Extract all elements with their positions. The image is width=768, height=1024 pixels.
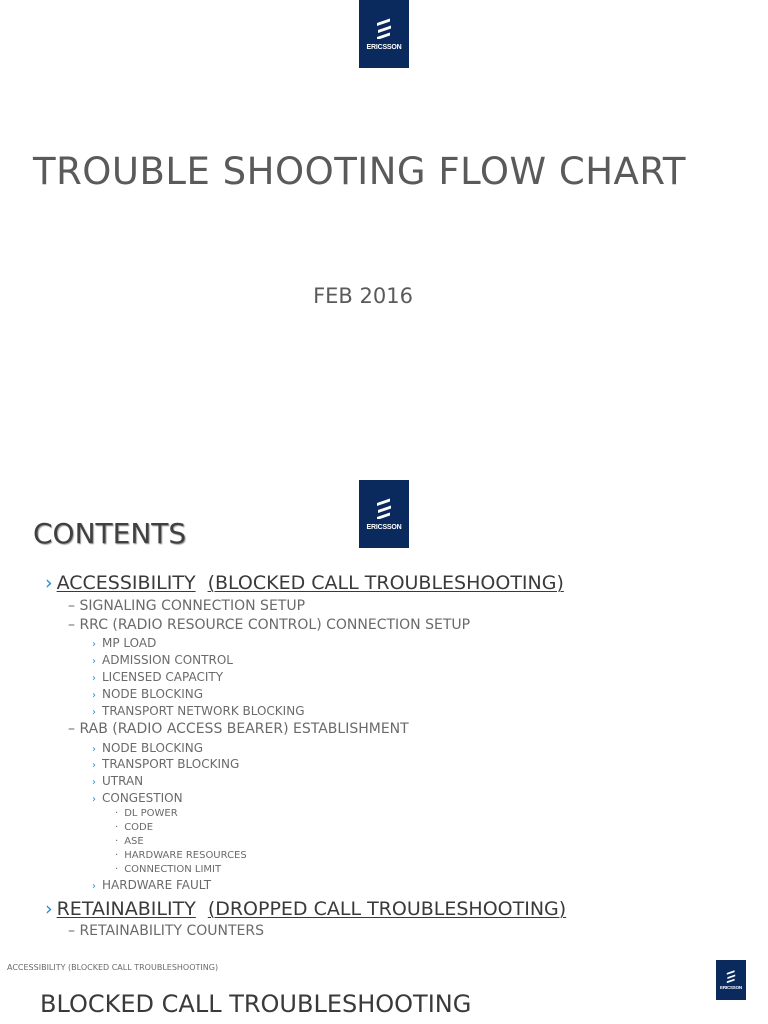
dot-icon: · <box>115 836 119 847</box>
list-item-label: DL POWER <box>124 808 178 819</box>
list-item-label: HARDWARE FAULT <box>102 878 212 892</box>
chevron-right-icon: › <box>92 656 96 667</box>
chevron-right-icon: › <box>45 572 53 594</box>
toc-subitem-label: RRC (RADIO RESOURCE CONTROL) CONNECTION SETUP <box>79 617 471 633</box>
chevron-right-icon: › <box>92 744 96 755</box>
ericsson-logo <box>359 480 409 548</box>
ericsson-wave-icon <box>374 497 394 519</box>
logo-wordmark: ERICSSON <box>720 985 742 991</box>
list-item <box>92 671 223 684</box>
toc-subitem-label: SIGNALING CONNECTION SETUP <box>79 598 306 614</box>
list-item <box>115 809 178 819</box>
chevron-right-icon: › <box>45 898 53 920</box>
list-item-label: UTRAN <box>102 774 144 788</box>
list-item <box>92 792 183 805</box>
toc-sublabel[interactable]: (DROPPED CALL TROUBLESHOOTING) <box>207 898 567 920</box>
chevron-right-icon: › <box>92 673 96 684</box>
list-item-label: NODE BLOCKING <box>102 687 204 701</box>
toc-subitem-label: RAB (RADIO ACCESS BEARER) ESTABLISHMENT <box>79 721 409 737</box>
list-item-label: CONNECTION LIMIT <box>124 864 222 875</box>
list-item-label: LICENSED CAPACITY <box>102 670 224 684</box>
contents-heading: CONTENTS <box>33 517 187 550</box>
list-item <box>92 775 143 788</box>
dot-icon: · <box>115 850 119 861</box>
list-item-label: TRANSPORT BLOCKING <box>102 757 240 771</box>
chevron-right-icon: › <box>92 760 96 771</box>
toc-subitem-label: RETAINABILITY COUNTERS <box>79 923 264 939</box>
list-item <box>92 688 203 701</box>
list-item-label: CODE <box>124 822 154 833</box>
list-item-label: ADMISSION CONTROL <box>102 653 233 667</box>
list-item <box>92 742 203 755</box>
slide-caption: ACCESSIBILITY (BLOCKED CALL TROUBLESHOOTING) <box>7 963 219 972</box>
ericsson-logo <box>359 0 409 68</box>
list-item-label: NODE BLOCKING <box>102 741 204 755</box>
slide-title: TROUBLE SHOOTING FLOW CHART <box>33 150 686 193</box>
dash-icon: – <box>68 598 75 614</box>
list-item <box>92 637 156 650</box>
chevron-right-icon: › <box>92 707 96 718</box>
list-item <box>92 654 233 667</box>
list-item <box>92 705 305 718</box>
slide-date: FEB 2016 <box>313 284 413 308</box>
list-item-label: TRANSPORT NETWORK BLOCKING <box>102 704 305 718</box>
toc-item-retainability[interactable] <box>45 900 566 919</box>
chevron-right-icon: › <box>92 690 96 701</box>
list-item-label: CONGESTION <box>102 791 183 805</box>
list-item <box>115 851 247 861</box>
toc-sublabel[interactable]: (BLOCKED CALL TROUBLESHOOTING) <box>207 572 564 594</box>
list-item <box>115 823 153 833</box>
list-item <box>92 758 239 771</box>
toc-item-accessibility[interactable] <box>45 574 564 593</box>
list-item <box>115 865 221 875</box>
toc-subitem <box>68 924 264 938</box>
list-item-label: MP LOAD <box>102 636 157 650</box>
ericsson-logo <box>716 960 746 1000</box>
chevron-right-icon: › <box>92 794 96 805</box>
list-item <box>115 837 144 847</box>
chevron-right-icon: › <box>92 639 96 650</box>
ericsson-wave-icon <box>374 17 394 39</box>
list-item <box>92 879 211 892</box>
toc-label[interactable]: RETAINABILITY <box>56 898 196 920</box>
logo-wordmark: ERICSSON <box>366 44 402 51</box>
list-item-label: ASE <box>124 836 144 847</box>
toc-label[interactable]: ACCESSIBILITY <box>56 572 196 594</box>
dash-icon: – <box>68 721 75 737</box>
toc-subitem <box>68 618 470 632</box>
chevron-right-icon: › <box>92 881 96 892</box>
dash-icon: – <box>68 617 75 633</box>
toc-subitem <box>68 599 305 613</box>
logo-wordmark: ERICSSON <box>366 524 402 531</box>
dot-icon: · <box>115 822 119 833</box>
slide-title: BLOCKED CALL TROUBLESHOOTING <box>40 990 472 1018</box>
dot-icon: · <box>115 808 119 819</box>
toc-subitem <box>68 722 409 736</box>
ericsson-wave-icon <box>725 969 737 983</box>
list-item-label: HARDWARE RESOURCES <box>124 850 247 861</box>
chevron-right-icon: › <box>92 777 96 788</box>
dash-icon: – <box>68 923 75 939</box>
dot-icon: · <box>115 864 119 875</box>
